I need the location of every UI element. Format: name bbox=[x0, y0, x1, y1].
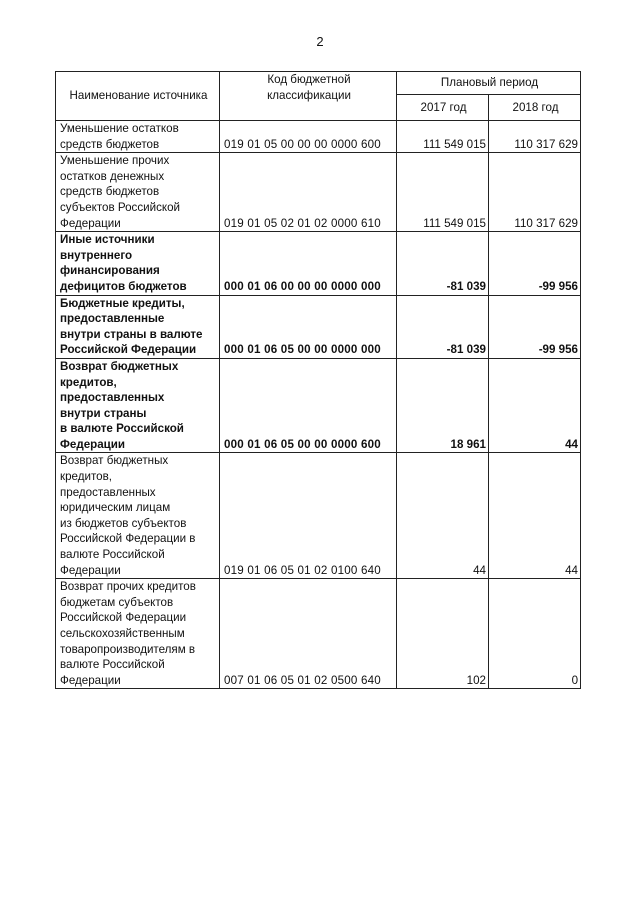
header-source-name: Наименование источника bbox=[56, 72, 220, 121]
table-row bbox=[56, 121, 581, 153]
row-value-2018: 44 bbox=[489, 453, 581, 579]
table-row bbox=[56, 232, 581, 295]
row-value-2017: 111 549 015 bbox=[397, 153, 489, 232]
row-name: Иные источники внутреннего финансирования дефицитов бюджетов bbox=[60, 233, 187, 293]
row-value-2018: 0 bbox=[489, 579, 581, 689]
row-name: Возврат бюджетных кредитов, предоставленных внутри страны в валюте Российской Федерации bbox=[60, 359, 184, 451]
row-value-2017: 111 549 015 bbox=[397, 121, 489, 153]
table-row bbox=[56, 358, 581, 453]
row-name: Уменьшение прочих остатков денежных средств бюджетов субъектов Российской Федерации bbox=[60, 154, 181, 230]
row-value-2018: -99 956 bbox=[489, 295, 581, 358]
row-code: 000 01 06 05 00 00 0000 000 bbox=[220, 295, 397, 358]
row-value-2017: 44 bbox=[397, 453, 489, 579]
row-code: 000 01 06 00 00 00 0000 000 bbox=[220, 232, 397, 295]
row-value-2017: -81 039 bbox=[397, 295, 489, 358]
table-row bbox=[56, 153, 581, 232]
header-planned-period: Плановый период bbox=[397, 72, 581, 95]
header-year-2017: 2017 год bbox=[397, 95, 489, 121]
row-value-2018: 110 317 629 bbox=[489, 153, 581, 232]
row-code: 000 01 06 05 00 00 0000 600 bbox=[220, 358, 397, 453]
row-name: Возврат прочих кредитов бюджетам субъектов Российской Федерации сельскохозяйственным товаропроизводителям в валюте Российской Федерации bbox=[60, 580, 196, 687]
budget-sources-table bbox=[55, 71, 581, 689]
row-name: Бюджетные кредиты, предоставленные внутри страны в валюте Российской Федерации bbox=[60, 296, 203, 357]
row-value-2018: -99 956 bbox=[489, 232, 581, 295]
row-name: Возврат бюджетных кредитов, предоставленных юридическим лицам из бюджетов субъектов Российской Федерации в валюте Российской Федерации bbox=[60, 454, 196, 577]
header-year-2018: 2018 год bbox=[489, 95, 581, 121]
table-row bbox=[56, 295, 581, 358]
row-code: 019 01 05 00 00 00 0000 600 bbox=[220, 121, 397, 153]
row-value-2018: 110 317 629 bbox=[489, 121, 581, 153]
row-value-2017: 102 bbox=[397, 579, 489, 689]
row-code: 019 01 05 02 01 02 0000 610 bbox=[220, 153, 397, 232]
row-name: Уменьшение остатков средств бюджетов bbox=[60, 122, 179, 151]
row-value-2017: 18 961 bbox=[397, 358, 489, 453]
row-value-2017: -81 039 bbox=[397, 232, 489, 295]
table-row bbox=[56, 579, 581, 689]
header-budget-code: Код бюджетной классификации bbox=[220, 72, 397, 121]
row-code: 007 01 06 05 01 02 0500 640 bbox=[220, 579, 397, 689]
table-row bbox=[56, 453, 581, 579]
page-number: 2 bbox=[316, 34, 324, 49]
row-value-2018: 44 bbox=[489, 358, 581, 453]
row-code: 019 01 06 05 01 02 0100 640 bbox=[220, 453, 397, 579]
